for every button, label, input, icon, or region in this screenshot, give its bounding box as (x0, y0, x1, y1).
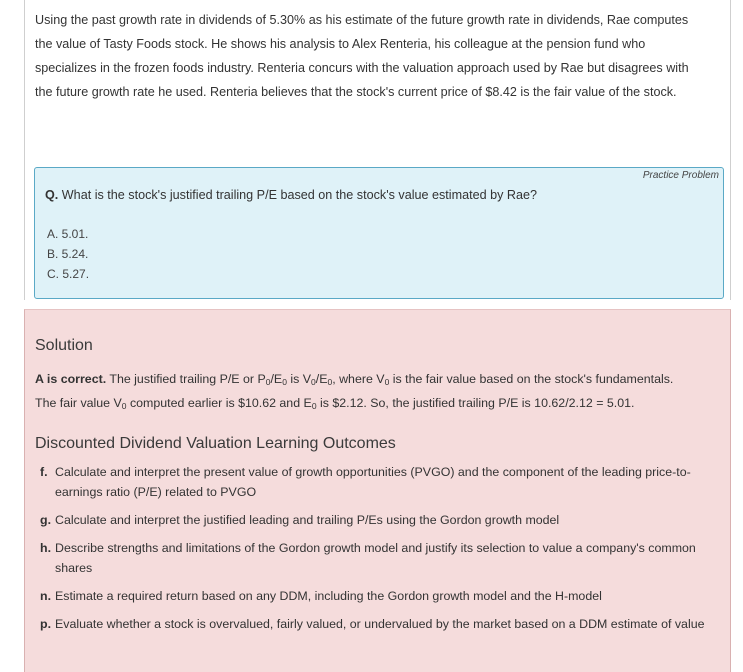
solution-line-2 (35, 391, 730, 415)
solution-text: , where V (332, 372, 385, 386)
learning-outcome-item (40, 510, 725, 530)
learning-outcome-item (40, 462, 725, 502)
practice-problem-tag: Practice Problem (642, 170, 719, 181)
outcome-letter: f. (40, 465, 48, 479)
practice-problem-box (34, 167, 724, 299)
subscript: 0 (121, 401, 127, 411)
subscript: 0 (327, 377, 333, 387)
learning-outcomes-heading: Discounted Dividend Valuation Learning Outcomes (35, 435, 396, 452)
solution-text: is $2.12. So, the justified trailing P/E is 10.62/2.12 = 5.01. (316, 396, 635, 410)
answer-options (47, 224, 89, 284)
solution-text: The justified trailing P/E or P (109, 372, 266, 386)
subscript: 0 (384, 377, 390, 387)
scenario-text: Using the past growth rate in dividends of 5.30% as his estimate of the future growth rate in dividends, Rae computes the value of Tasty Foods stock. He shows his analysis to Alex Renteria, his colleague at the pension fund who specializes in the frozen foods industry. Renteria concurs with the valuation approach used by Rae but disagrees with the future growth rate he used. Renteria believes that the stock's current price of $8.42 is the fair value of the stock. (35, 13, 689, 99)
learning-outcome-item (40, 614, 725, 634)
outcome-text: Calculate and interpret the present value of growth opportunities (PVGO) and the component of the leading price-to-earnings ratio (P/E) related to PVGO (55, 465, 691, 499)
question-text: What is the stock's justified trailing P/E based on the stock's value estimated by Rae? (61, 188, 538, 202)
learning-outcomes-list (40, 462, 725, 642)
subscript: 0 (311, 377, 316, 387)
solution-heading: Solution (35, 337, 93, 354)
subscript: 0 (311, 401, 317, 411)
solution-text: The fair value V (35, 396, 122, 410)
outcome-text: Evaluate whether a stock is overvalued, fairly valued, or undervalued by the market based on a DDM estimate of value (55, 617, 705, 631)
solution-text: is V (286, 372, 312, 386)
solution-text: /E (315, 372, 328, 386)
solution-text: computed earlier is $10.62 and E (126, 396, 312, 410)
solution-text: /E (270, 372, 283, 386)
outcome-text: Estimate a required return based on any DDM, including the Gordon growth model and the H-model (55, 589, 602, 603)
outcome-text: Calculate and interpret the justified leading and trailing P/Es using the Gordon growth model (55, 513, 560, 527)
outcome-letter: n. (40, 589, 52, 603)
subscript: 0 (282, 377, 287, 387)
solution-text: is the fair value based on the stock's fundamentals. (389, 372, 674, 386)
learning-outcome-item (40, 538, 725, 578)
outcome-text: Describe strengths and limitations of the Gordon growth model and justify its selection to value a company's common shares (55, 541, 696, 575)
option-b[interactable]: B. 5.24. (47, 247, 89, 261)
question (45, 188, 537, 202)
question-prefix: Q. (45, 188, 59, 202)
outcome-letter: h. (40, 541, 52, 555)
subscript: 0 (265, 377, 271, 387)
option-c[interactable]: C. 5.27. (47, 267, 90, 281)
solution-panel (24, 309, 731, 672)
solution-body (35, 367, 730, 415)
solution-line-1 (35, 367, 730, 391)
outcome-letter: p. (40, 617, 52, 631)
learning-outcome-item (40, 586, 725, 606)
option-a[interactable]: A. 5.01. (47, 227, 89, 241)
outcome-letter: g. (40, 513, 52, 527)
answer-lead: A is correct. (35, 372, 107, 386)
